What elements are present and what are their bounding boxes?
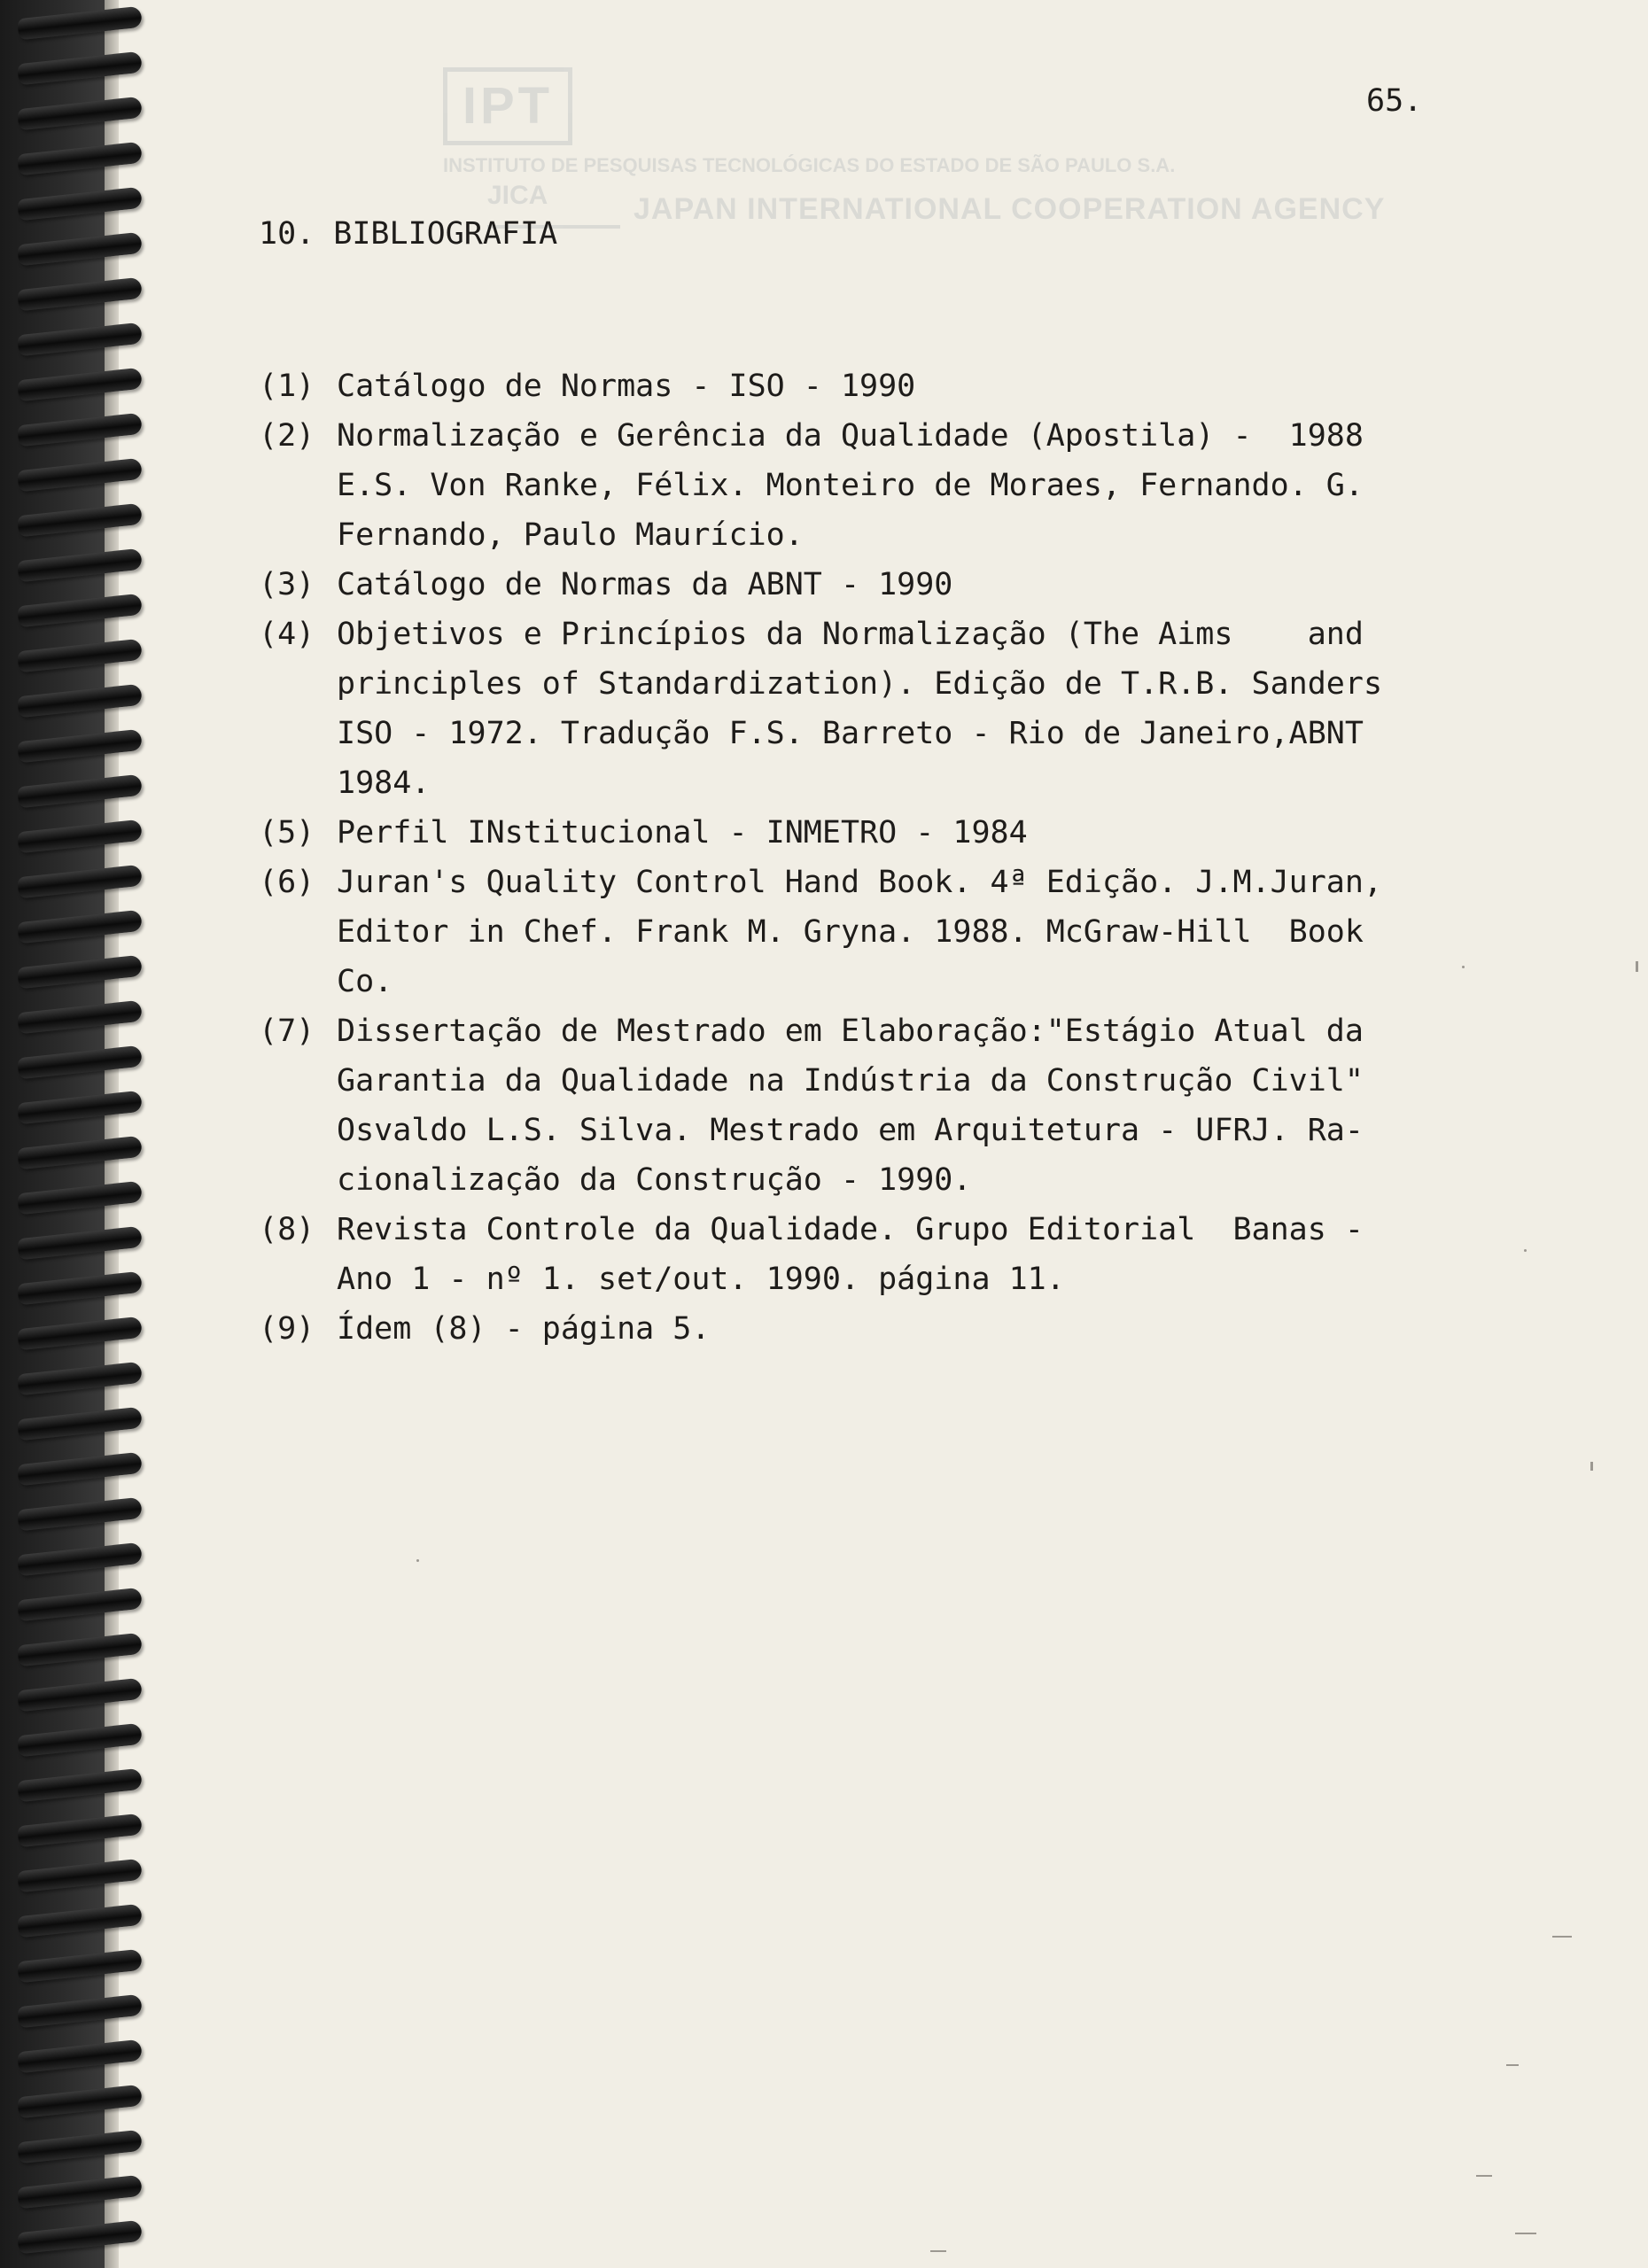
bibliography-entry [259, 808, 1437, 858]
bibliography-entry-number: (3) [259, 567, 315, 602]
bibliography-entry-line: Editor in Chef. Frank M. Gryna. 1988. McGraw-Hill Book [337, 914, 1364, 950]
bibliography-entry-line: E.S. Von Ranke, Félix. Monteiro de Moraes, Fernando. G. [337, 468, 1364, 503]
bibliography-entry-text [337, 610, 1437, 808]
bibliography-entry-line: Juran's Quality Control Hand Book. 4ª Edição. J.M.Juran, [337, 865, 1383, 900]
bibliography-entry-line: Objetivos e Princípios da Normalização (The Aims and [337, 617, 1364, 652]
bibliography-entry-number: (2) [259, 418, 315, 454]
bibliography-entry-text [337, 1304, 1437, 1354]
watermark-agency-line: JAPAN INTERNATIONAL COOPERATION AGENCY [634, 192, 1386, 226]
bibliography-entry-line: principles of Standardization). Edição de T.R.B. Sanders [337, 666, 1383, 702]
ipt-logo: IPT [443, 67, 572, 145]
bibliography-entry-number: (9) [259, 1311, 315, 1347]
bibliography-entry-line: Revista Controle da Qualidade. Grupo Editorial Banas - [337, 1212, 1364, 1247]
bibliography-entry-line: Osvaldo L.S. Silva. Mestrado em Arquitetura - UFRJ. Ra- [337, 1113, 1364, 1148]
bibliography-entry [259, 361, 1437, 411]
bibliography-entry-line: Catálogo de Normas - ISO - 1990 [337, 369, 916, 404]
bibliography-entry [259, 1006, 1437, 1205]
bibliography-entry-line: Perfil INstitucional - INMETRO - 1984 [337, 815, 1028, 850]
bibliography-entry-line: Co. [337, 964, 393, 999]
bibliography-entry-line: Normalização e Gerência da Qualidade (Apostila) - 1988 [337, 418, 1364, 454]
bibliography-entry-line: Catálogo de Normas da ABNT - 1990 [337, 567, 953, 602]
bibliography-entry-number: (5) [259, 815, 315, 850]
bibliography-entry-line: cionalização da Construção - 1990. [337, 1162, 972, 1198]
bibliography-entry-text [337, 858, 1437, 1006]
bibliography-entry [259, 411, 1437, 560]
bibliography-entry-number: (6) [259, 865, 315, 900]
bibliography-entry-number: (4) [259, 617, 315, 652]
page-number: 65. [1366, 83, 1423, 119]
bibliography-entry [259, 610, 1437, 808]
watermark-institute-line: INSTITUTO DE PESQUISAS TECNOLÓGICAS DO ESTADO DE SÃO PAULO S.A. [443, 154, 1176, 176]
bibliography-entry-line: Ídem (8) - página 5. [337, 1311, 711, 1347]
bibliography-entry-text [337, 361, 1437, 411]
jica-logo: JICA [487, 181, 620, 229]
bibliography-entry-line: Fernando, Paulo Maurício. [337, 517, 804, 553]
bibliography-entry [259, 858, 1437, 1006]
bibliography-entry-line: Ano 1 - nº 1. set/out. 1990. página 11. [337, 1262, 1065, 1297]
bibliography-entry-text [337, 1006, 1437, 1205]
bibliography-entry-number: (7) [259, 1014, 315, 1049]
spiral-binding [0, 0, 151, 2268]
bibliography-entry-text [337, 411, 1437, 560]
bibliography-entry-line: ISO - 1972. Tradução F.S. Barreto - Rio de Janeiro,ABNT [337, 716, 1364, 751]
bibliography-entry [259, 1304, 1437, 1354]
bibliography-entry-number: (8) [259, 1212, 315, 1247]
bibliography-entry-text [337, 1205, 1437, 1304]
bibliography-list [259, 361, 1437, 1354]
letterhead-watermark [443, 64, 1386, 241]
bibliography-entry-number: (1) [259, 369, 315, 404]
bibliography-entry-line: Dissertação de Mestrado em Elaboração:"Estágio Atual da [337, 1014, 1364, 1049]
section-title: 10. BIBLIOGRAFIA [259, 216, 558, 252]
bibliography-entry [259, 560, 1437, 610]
bibliography-entry-text [337, 808, 1437, 858]
bibliography-entry [259, 1205, 1437, 1304]
bibliography-entry-text [337, 560, 1437, 610]
bibliography-entry-line: Garantia da Qualidade na Indústria da Construção Civil" [337, 1063, 1364, 1099]
bibliography-entry-line: 1984. [337, 765, 431, 801]
